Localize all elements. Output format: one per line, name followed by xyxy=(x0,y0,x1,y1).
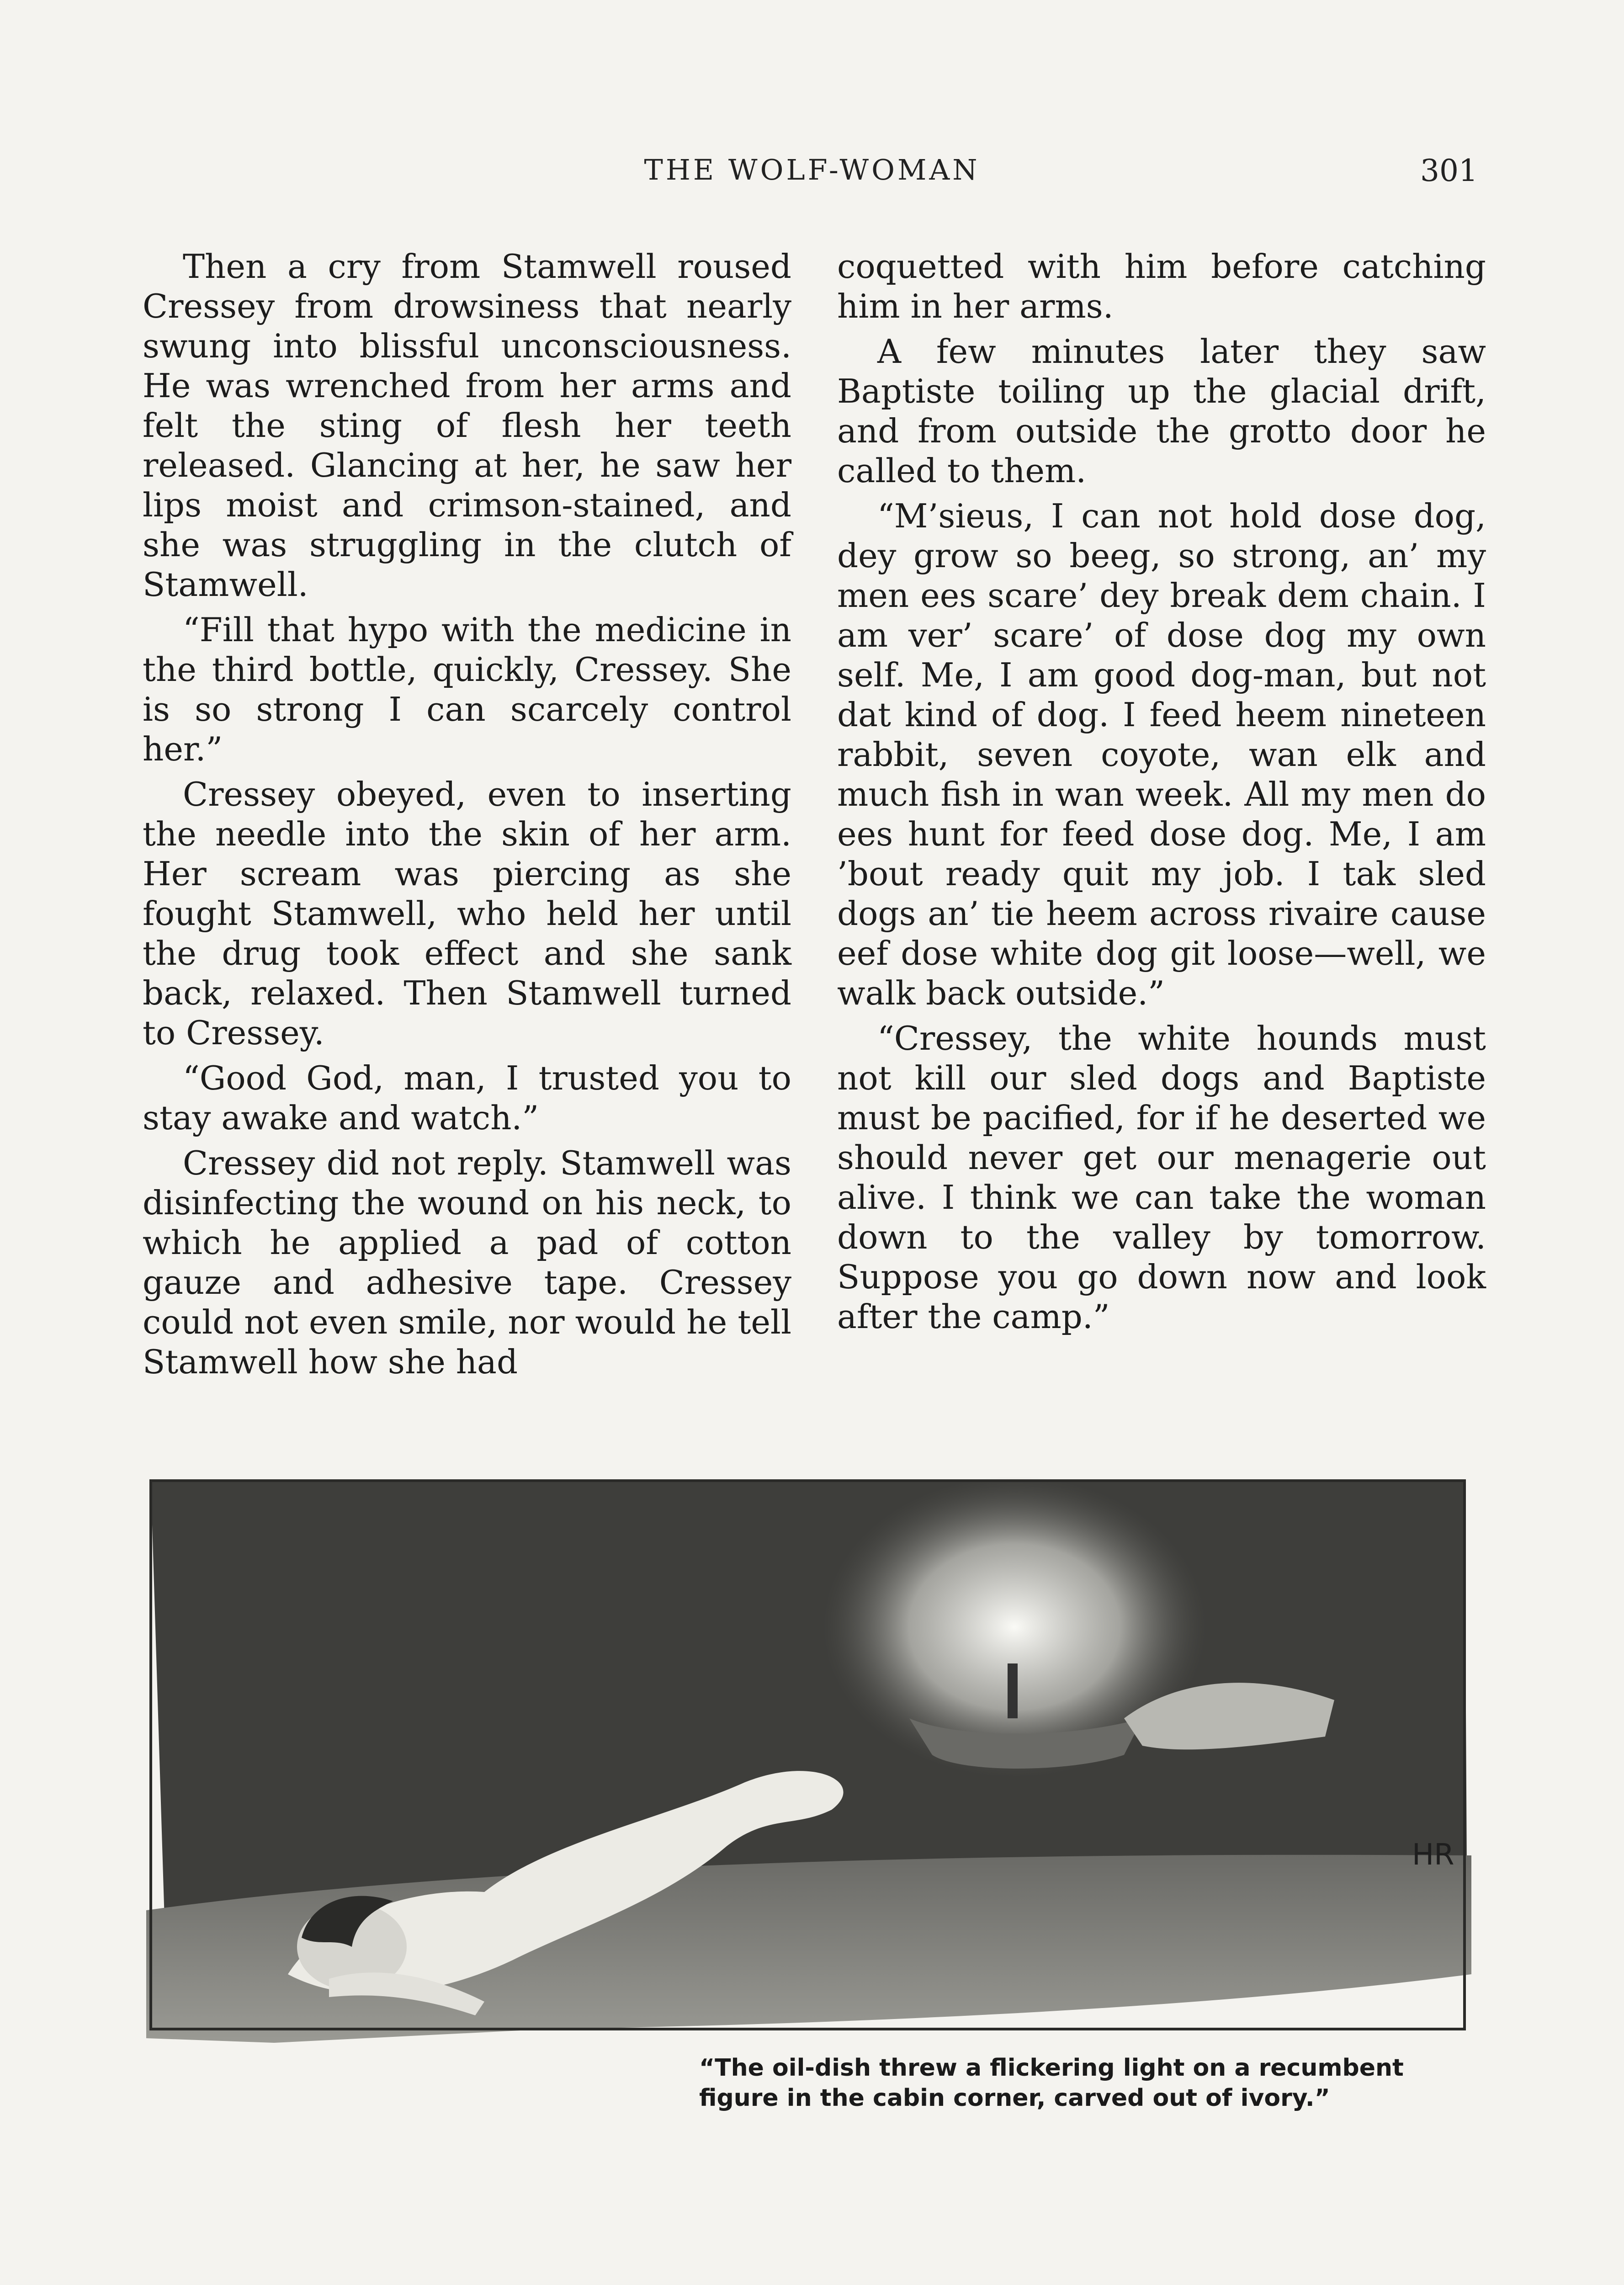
paragraph: Cressey did not reply. Stamwell was disinfecting the wound on his neck, to which he applied a pad of cotton gauze and adhesive tape. Cressey could not even smile, nor would he tell Stamwell how she had xyxy=(143,1144,791,1381)
right-column xyxy=(837,247,1486,1337)
paragraph: Then a cry from Stamwell roused Cressey from drowsiness that nearly swung into blissful unconsciousness. He was wrenched from her arms and felt the sting of flesh her teeth released. Glancing at her, he saw her lips moist and crimson-stained, and she was struggling in the clutch of Stamwell. xyxy=(143,247,791,604)
page-number: 301 xyxy=(1420,153,1478,188)
paragraph: “Fill that hypo with the medicine in the third bottle, quickly, Cressey. She is so strong I can scarcely control her.” xyxy=(143,611,791,768)
paragraph: “Good God, man, I trusted you to stay awake and watch.” xyxy=(143,1059,791,1137)
illustration-caption: “The oil-dish threw a flickering light on a recumbent figure in the cabin corner, carved out of ivory.” xyxy=(699,2054,1404,2112)
paragraph: “Cressey, the white hounds must not kill our sled dogs and Baptiste must be pacified, for if he deserted we should never get our menagerie out alive. I think we can take the woman down to the valley by tomorrow. Suppose you go down now and look after the camp.” xyxy=(837,1019,1486,1336)
illustration xyxy=(137,1462,1478,2047)
left-column xyxy=(143,247,791,1382)
paragraph: A few minutes later they saw Baptiste toiling up the glacial drift, and from outside the grotto door he called to them. xyxy=(837,332,1486,490)
lamp-wick xyxy=(1008,1663,1018,1718)
running-title: THE WOLF-WOMAN xyxy=(644,153,980,186)
paragraph-continued: coquetted with him before catching him in her arms. xyxy=(837,247,1486,325)
paragraph: Cressey obeyed, even to inserting the needle into the skin of her arm. Her scream was piercing as she fought Stamwell, who held her until the drug took effect and she sank back, relaxed. Then Stamwell turned to Cressey. xyxy=(143,775,791,1052)
artist-signature: HR xyxy=(1412,1838,1454,1872)
paragraph: “M’sieus, I can not hold dose dog, dey grow so beeg, so strong, an’ my men ees scare’ dey break dem chain. I am ver’ scare’ of dose dog my own self. Me, I am good dog-man, but not dat kind of dog. I feed heem nineteen rabbit, seven coyote, wan elk and much fish in wan week. All my men do ees hunt for feed dose dog. Me, I am ’bout ready quit my job. I tak sled dogs an’ tie heem across rivaire cause eef dose white dog git loose—well, we walk back outside.” xyxy=(837,497,1486,1012)
running-head xyxy=(0,153,1624,194)
illustration-drawing xyxy=(137,1462,1478,2047)
